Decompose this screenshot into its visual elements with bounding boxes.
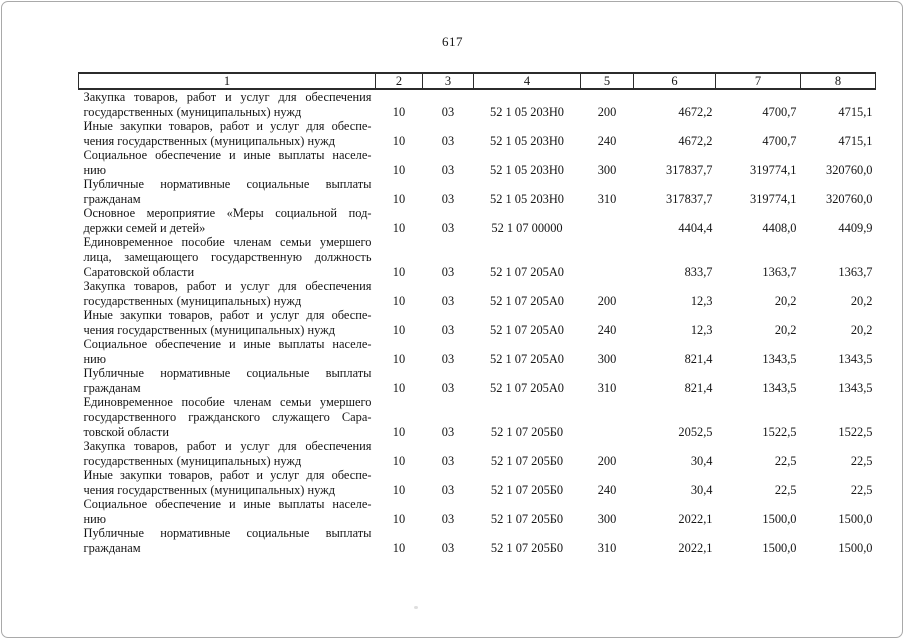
row-label bbox=[79, 366, 376, 395]
row-label bbox=[79, 119, 376, 148]
cell-col-7: 1343,5 bbox=[762, 351, 797, 366]
cell-col-2: 10 bbox=[392, 322, 406, 337]
table-row bbox=[79, 439, 876, 468]
cell-col-2: 10 bbox=[392, 264, 406, 279]
cell-col-6: 317837,7 bbox=[666, 162, 713, 177]
label-line: чения государственных (муниципальных) нужд bbox=[83, 133, 336, 148]
cell-col-4: 52 1 05 203Н0 bbox=[490, 191, 564, 206]
label-line: Закупка товаров, работ и услуг для обеспечения bbox=[83, 279, 372, 294]
table-row bbox=[79, 366, 876, 395]
cell-col-2: 10 bbox=[392, 540, 406, 555]
column-header-4: 4 bbox=[474, 73, 581, 89]
cell-col-3: 03 bbox=[441, 264, 455, 279]
label-line: Единовременное пособие членам семьи умершего bbox=[83, 235, 372, 250]
cell-col-7: 1363,7 bbox=[762, 264, 797, 279]
cell-col-6: 2022,1 bbox=[678, 540, 713, 555]
label-line: Социальное обеспечение и иные выплаты населе- bbox=[83, 497, 372, 512]
cell-col-6: 2022,1 bbox=[678, 511, 713, 526]
cell-col-5: 300 bbox=[597, 511, 617, 526]
cell-col-7: 1343,5 bbox=[762, 380, 797, 395]
row-label bbox=[79, 279, 376, 308]
label-line: нию bbox=[83, 351, 107, 366]
cell-col-4: 52 1 07 205Б0 bbox=[490, 453, 564, 468]
label-line: Единовременное пособие членам семьи умершего bbox=[83, 395, 372, 410]
cell-col-8: 22,5 bbox=[850, 482, 873, 497]
cell-col-6: 12,3 bbox=[690, 293, 713, 308]
label-line: Саратовской области bbox=[83, 264, 195, 279]
cell-col-8: 1343,5 bbox=[838, 380, 873, 395]
cell-col-3: 03 bbox=[441, 424, 455, 439]
label-line: Публичные нормативные социальные выплаты bbox=[83, 526, 372, 541]
cell-col-4: 52 1 05 203Н0 bbox=[490, 133, 564, 148]
column-header-6: 6 bbox=[634, 73, 716, 89]
label-line: товской области bbox=[83, 424, 169, 439]
cell-col-5: 200 bbox=[597, 104, 617, 119]
cell-col-4: 52 1 07 205Б0 bbox=[490, 424, 564, 439]
label-line: Иные закупки товаров, работ и услуг для обеспе- bbox=[83, 468, 372, 483]
cell-col-8: 320760,0 bbox=[826, 191, 873, 206]
row-label bbox=[79, 439, 376, 468]
cell-col-7: 1522,5 bbox=[762, 424, 797, 439]
label-line: Иные закупки товаров, работ и услуг для обеспе- bbox=[83, 308, 372, 323]
row-label bbox=[79, 526, 376, 555]
cell-col-6: 821,4 bbox=[684, 380, 713, 395]
cell-col-2: 10 bbox=[392, 293, 406, 308]
label-line: государственных (муниципальных) нужд bbox=[83, 293, 302, 308]
label-line: нию bbox=[83, 511, 107, 526]
cell-col-7: 4700,7 bbox=[762, 133, 797, 148]
label-line: Основное мероприятие «Меры социальной под- bbox=[83, 206, 372, 221]
table-row bbox=[79, 337, 876, 366]
label-line: государственных (муниципальных) нужд bbox=[83, 453, 302, 468]
cell-col-7: 4408,0 bbox=[762, 220, 797, 235]
label-line: Социальное обеспечение и иные выплаты населе- bbox=[83, 337, 372, 352]
cell-col-7: 20,2 bbox=[774, 293, 797, 308]
cell-col-2: 10 bbox=[392, 351, 406, 366]
cell-col-5: 200 bbox=[597, 293, 617, 308]
cell-col-3: 03 bbox=[441, 511, 455, 526]
cell-col-5 bbox=[581, 235, 634, 279]
cell-col-3: 03 bbox=[441, 351, 455, 366]
cell-col-8: 4715,1 bbox=[838, 104, 873, 119]
table-body bbox=[79, 89, 876, 556]
cell-col-6: 30,4 bbox=[690, 482, 713, 497]
table-row bbox=[79, 279, 876, 308]
table-row bbox=[79, 526, 876, 555]
cell-col-5: 300 bbox=[597, 162, 617, 177]
table-header bbox=[79, 73, 876, 89]
label-line: гражданам bbox=[83, 540, 141, 555]
label-line: государственных (муниципальных) нужд bbox=[83, 104, 302, 119]
cell-col-4: 52 1 07 00000 bbox=[491, 220, 563, 235]
cell-col-4: 52 1 07 205А0 bbox=[490, 322, 564, 337]
cell-col-2: 10 bbox=[392, 424, 406, 439]
label-line: Публичные нормативные социальные выплаты bbox=[83, 366, 372, 381]
column-header-3: 3 bbox=[423, 73, 474, 89]
cell-col-4: 52 1 05 203Н0 bbox=[490, 104, 564, 119]
cell-col-8: 4715,1 bbox=[838, 133, 873, 148]
cell-col-8: 4409,9 bbox=[838, 220, 873, 235]
cell-col-8: 1343,5 bbox=[838, 351, 873, 366]
cell-col-8: 20,2 bbox=[850, 322, 873, 337]
cell-col-4: 52 1 07 205А0 bbox=[490, 351, 564, 366]
cell-col-8: 1522,5 bbox=[838, 424, 873, 439]
cell-col-7: 22,5 bbox=[774, 453, 797, 468]
table-row bbox=[79, 119, 876, 148]
label-line: держки семей и детей» bbox=[83, 220, 206, 235]
label-line: нию bbox=[83, 162, 107, 177]
column-header-7: 7 bbox=[716, 73, 801, 89]
label-line: Социальное обеспечение и иные выплаты населе- bbox=[83, 148, 372, 163]
cell-col-8: 22,5 bbox=[850, 453, 873, 468]
cell-col-7: 319774,1 bbox=[750, 191, 797, 206]
row-label bbox=[79, 337, 376, 366]
cell-col-4: 52 1 07 205А0 bbox=[490, 293, 564, 308]
cell-col-3: 03 bbox=[441, 191, 455, 206]
cell-col-7: 20,2 bbox=[774, 322, 797, 337]
cell-col-4: 52 1 07 205Б0 bbox=[490, 482, 564, 497]
label-line: чения государственных (муниципальных) нужд bbox=[83, 482, 336, 497]
cell-col-8: 20,2 bbox=[850, 293, 873, 308]
table-row bbox=[79, 89, 876, 119]
cell-col-3: 03 bbox=[441, 540, 455, 555]
table-row bbox=[79, 308, 876, 337]
row-label bbox=[79, 89, 376, 119]
label-line: Иные закупки товаров, работ и услуг для обеспе- bbox=[83, 119, 372, 134]
cell-col-4: 52 1 07 205А0 bbox=[490, 380, 564, 395]
cell-col-7: 319774,1 bbox=[750, 162, 797, 177]
label-line: Публичные нормативные социальные выплаты bbox=[83, 177, 372, 192]
table-row bbox=[79, 497, 876, 526]
cell-col-3: 03 bbox=[441, 162, 455, 177]
cell-col-5: 300 bbox=[597, 351, 617, 366]
cell-col-3: 03 bbox=[441, 104, 455, 119]
cell-col-7: 22,5 bbox=[774, 482, 797, 497]
cell-col-7: 4700,7 bbox=[762, 104, 797, 119]
cell-col-8: 1500,0 bbox=[838, 511, 873, 526]
row-label bbox=[79, 497, 376, 526]
table-row bbox=[79, 468, 876, 497]
cell-col-3: 03 bbox=[441, 380, 455, 395]
cell-col-3: 03 bbox=[441, 482, 455, 497]
cell-col-2: 10 bbox=[392, 104, 406, 119]
label-line: государственного гражданского служащего Сара- bbox=[83, 410, 372, 425]
cell-col-5: 240 bbox=[597, 133, 617, 148]
cell-col-2: 10 bbox=[392, 511, 406, 526]
column-header-5: 5 bbox=[581, 73, 634, 89]
row-label bbox=[79, 206, 376, 235]
cell-col-3: 03 bbox=[441, 322, 455, 337]
label-line: Закупка товаров, работ и услуг для обеспечения bbox=[83, 90, 372, 104]
page-number: 617 bbox=[442, 34, 463, 49]
cell-col-7: 1500,0 bbox=[762, 511, 797, 526]
row-label bbox=[79, 148, 376, 177]
cell-col-4: 52 1 07 205Б0 bbox=[490, 540, 564, 555]
row-label bbox=[79, 177, 376, 206]
cell-col-6: 12,3 bbox=[690, 322, 713, 337]
table-row bbox=[79, 395, 876, 439]
label-line: гражданам bbox=[83, 380, 141, 395]
cell-col-6: 833,7 bbox=[684, 264, 713, 279]
label-line: чения государственных (муниципальных) нужд bbox=[83, 322, 336, 337]
cell-col-2: 10 bbox=[392, 133, 406, 148]
column-header-8: 8 bbox=[801, 73, 876, 89]
cell-col-5: 310 bbox=[597, 191, 617, 206]
cell-col-4: 52 1 05 203Н0 bbox=[490, 162, 564, 177]
cell-col-6: 4404,4 bbox=[678, 220, 713, 235]
cell-col-6: 30,4 bbox=[690, 453, 713, 468]
cell-col-5: 240 bbox=[597, 482, 617, 497]
row-label bbox=[79, 468, 376, 497]
cell-col-5: 200 bbox=[597, 453, 617, 468]
row-label bbox=[79, 235, 376, 279]
label-line: Закупка товаров, работ и услуг для обеспечения bbox=[83, 439, 372, 454]
label-line: гражданам bbox=[83, 191, 141, 206]
cell-col-2: 10 bbox=[392, 191, 406, 206]
cell-col-5: 240 bbox=[597, 322, 617, 337]
column-number-row bbox=[79, 73, 876, 89]
budget-appropriations-table bbox=[78, 72, 876, 556]
column-header-1: 1 bbox=[79, 73, 376, 89]
label-line: лица, замещающего государственную должность bbox=[83, 250, 372, 265]
row-label bbox=[79, 308, 376, 337]
cell-col-6: 317837,7 bbox=[666, 191, 713, 206]
cell-col-2: 10 bbox=[392, 380, 406, 395]
cell-col-4: 52 1 07 205А0 bbox=[490, 264, 564, 279]
scan-artifact bbox=[414, 606, 418, 609]
cell-col-4: 52 1 07 205Б0 bbox=[490, 511, 564, 526]
cell-col-3: 03 bbox=[441, 293, 455, 308]
cell-col-2: 10 bbox=[392, 482, 406, 497]
table-row bbox=[79, 177, 876, 206]
cell-col-6: 4672,2 bbox=[678, 104, 713, 119]
cell-col-6: 4672,2 bbox=[678, 133, 713, 148]
cell-col-6: 821,4 bbox=[684, 351, 713, 366]
cell-col-2: 10 bbox=[392, 220, 406, 235]
cell-col-7: 1500,0 bbox=[762, 540, 797, 555]
cell-col-5: 310 bbox=[597, 380, 617, 395]
row-label bbox=[79, 395, 376, 439]
table-row bbox=[79, 235, 876, 279]
cell-col-2: 10 bbox=[392, 162, 406, 177]
cell-col-3: 03 bbox=[441, 453, 455, 468]
cell-col-8: 1363,7 bbox=[838, 264, 873, 279]
cell-col-5 bbox=[581, 395, 634, 439]
cell-col-5: 310 bbox=[597, 540, 617, 555]
column-header-2: 2 bbox=[376, 73, 423, 89]
cell-col-6: 2052,5 bbox=[678, 424, 713, 439]
cell-col-5 bbox=[581, 206, 634, 235]
table-row bbox=[79, 206, 876, 235]
cell-col-3: 03 bbox=[441, 220, 455, 235]
cell-col-2: 10 bbox=[392, 453, 406, 468]
table-row bbox=[79, 148, 876, 177]
cell-col-8: 320760,0 bbox=[826, 162, 873, 177]
cell-col-8: 1500,0 bbox=[838, 540, 873, 555]
cell-col-3: 03 bbox=[441, 133, 455, 148]
